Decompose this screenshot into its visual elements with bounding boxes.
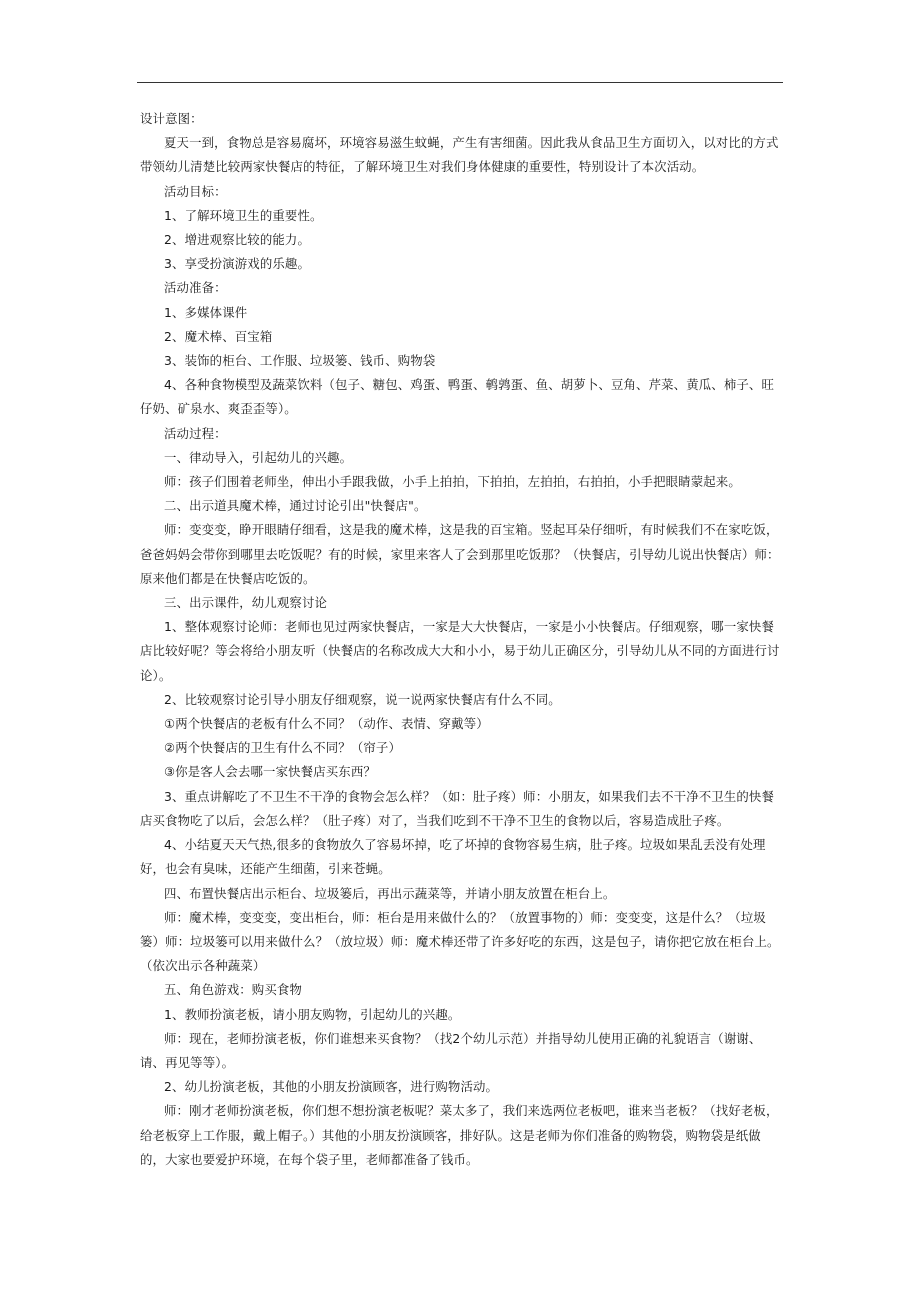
paragraph: 3、重点讲解吃了不卫生不干净的食物会怎么样？（如：肚子疼）师：小朋友，如果我们去不干净不卫生的快餐店买食物吃了以后，会怎么样？（肚子疼）对了，当我们吃到不干净不卫生的食物以后，容易造成肚子疼。 xyxy=(140,788,774,828)
paragraph: 3、装饰的柜台、工作服、垃圾篓、钱币、购物袋 xyxy=(164,353,436,369)
paragraph: 师：魔术棒，变变变，变出柜台，师：柜台是用来做什么的？（放置事物的）师：变变变，这是什么？（垃圾篓）师：垃圾篓可以用来做什么？（放垃圾）师：魔术棒还带了许多好吃的东西，这是包子，请你把它放在柜台上。（依次出示各种蔬菜） xyxy=(140,909,780,974)
paragraph: 4、小结夏天天气热,很多的食物放久了容易坏掉，吃了坏掉的食物容易生病，肚子疼。垃圾如果乱丢没有处理好，也会有臭味，还能产生细菌，引来苍蝇。 xyxy=(140,837,766,877)
paragraph: 1、教师扮演老板，请小朋友购物，引起幼儿的兴趣。 xyxy=(164,1006,461,1022)
paragraph: 1、多媒体课件 xyxy=(164,304,248,320)
paragraph: 师：孩子们围着老师坐，伸出小手跟我做，小手上拍拍，下拍拍，左拍拍，右拍拍，小手把眼睛蒙起来。 xyxy=(164,474,741,490)
paragraph: 一、律动导入，引起幼儿的兴趣。 xyxy=(164,449,353,465)
paragraph: 三、出示课件，幼儿观察讨论 xyxy=(164,595,328,611)
paragraph: 2、魔术棒、百宝箱 xyxy=(164,328,273,344)
paragraph: 2、增进观察比较的能力。 xyxy=(164,232,310,248)
paragraph: 师：刚才老师扮演老板，你们想不想扮演老板呢？菜太多了，我们来选两位老板吧，谁来当老板？（找好老板，给老板穿上工作服，戴上帽子。）其他的小朋友扮演顾客，排好队。这是老师为你们准备的购物袋，购物袋是纸做的，大家也要爱护环境，在每个袋子里，老师都准备了钱币。 xyxy=(140,1103,779,1167)
paragraph: 活动目标： xyxy=(164,183,227,199)
paragraph: 夏天一到，食物总是容易腐坏，环境容易滋生蚊蝇，产生有害细菌。因此我从食品卫生方面切入，以对比的方式带领幼儿清楚比较两家快餐店的特征，了解环境卫生对我们身体健康的重要性，特别设计了本次活动。 xyxy=(140,135,779,175)
paragraph: 二、出示道具魔术棒，通过讨论引出"快餐店"。 xyxy=(164,498,427,514)
paragraph: ③你是客人会去哪一家快餐店买东西？ xyxy=(164,764,376,780)
paragraph: 四、布置快餐店出示柜台、垃圾篓后，再出示蔬菜等，并请小朋友放置在柜台上。 xyxy=(164,885,616,901)
paragraph: 1、了解环境卫生的重要性。 xyxy=(164,207,323,223)
paragraph: 3、享受扮演游戏的乐趣。 xyxy=(164,256,310,272)
paragraph: 师：变变变，睁开眼睛仔细看，这是我的魔术棒，这是我的百宝箱。竖起耳朵仔细听，有时候我们不在家吃饭，爸爸妈妈会带你到哪里去吃饭呢？有的时候，家里来客人了会到那里吃饭那？（快餐店，引导幼儿说出快餐店）师：原来他们都是在快餐店吃饭的。 xyxy=(140,522,780,586)
paragraph: 1、整体观察讨论师：老师也见过两家快餐店，一家是大大快餐店，一家是小小快餐店。仔细观察，哪一家快餐店比较好呢？等会将给小朋友听（快餐店的名称改成大大和小小，易于幼儿正确区分，引导幼儿从不同的方面进行讨论）。 xyxy=(140,619,780,683)
paragraph: 五、角色游戏：购买食物 xyxy=(164,982,302,998)
paragraph: ①两个快餐店的老板有什么不同？（动作、表情、穿戴等） xyxy=(164,716,489,732)
header-rule xyxy=(137,82,783,83)
paragraph: 2、比较观察讨论引导小朋友仔细观察，说一说两家快餐店有什么不同。 xyxy=(164,691,561,707)
paragraph: 2、幼儿扮演老板，其他的小朋友扮演顾客，进行购物活动。 xyxy=(164,1079,499,1095)
paragraph: 活动过程： xyxy=(164,425,227,441)
paragraph: ②两个快餐店的卫生有什么不同？（帘子） xyxy=(164,740,401,756)
paragraph: 师：现在，老师扮演老板，你们谁想来买食物？（找2个幼儿示范）并指导幼儿使用正确的礼貌语言（谢谢、请、再见等等）。 xyxy=(140,1030,762,1070)
paragraph: 4、各种食物模型及蔬菜饮料（包子、糖包、鸡蛋、鸭蛋、鹌鹑蛋、鱼、胡萝卜、豆角、芹菜、黄瓜、柿子、旺仔奶、矿泉水、爽歪歪等）。 xyxy=(140,377,774,417)
document-body xyxy=(140,107,783,1172)
paragraph: 设计意图： xyxy=(140,111,203,126)
paragraph: 活动准备： xyxy=(164,280,227,296)
